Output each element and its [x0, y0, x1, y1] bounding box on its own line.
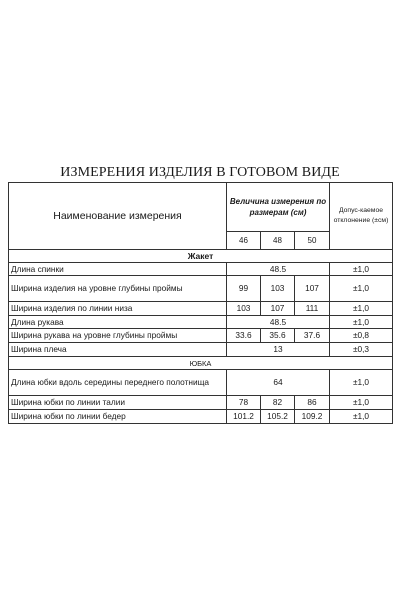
row-value: 48.5	[227, 316, 330, 329]
size-header-46: 46	[227, 232, 261, 250]
row-value-48: 35.6	[261, 329, 295, 343]
section-title-jacket: Жакет	[9, 250, 393, 263]
table-row	[9, 370, 393, 396]
table-row	[9, 410, 393, 424]
page-title: ИЗМЕРЕНИЯ ИЗДЕЛИЯ В ГОТОВОМ ВИДЕ	[60, 165, 340, 180]
row-name: Ширина изделия по линии низа	[9, 302, 227, 316]
row-tolerance: ±1,0	[330, 370, 393, 396]
row-tolerance: ±0,8	[330, 329, 393, 343]
row-tolerance: ±1,0	[330, 263, 393, 276]
row-name: Ширина юбки по линии бедер	[9, 410, 227, 424]
size-header-48: 48	[261, 232, 295, 250]
tolerance-column-header: Допус-каемое отклонение (±см)	[330, 183, 393, 250]
row-value-50: 109.2	[295, 410, 330, 424]
table-row	[9, 276, 393, 302]
value-column-header: Величина измерения по размерам (см)	[227, 183, 330, 232]
row-value: 13	[227, 343, 330, 357]
header-row	[9, 183, 393, 232]
row-value-48: 82	[261, 396, 295, 410]
section-row	[9, 357, 393, 370]
row-value-46: 33.6	[227, 329, 261, 343]
row-name: Ширина юбки по линии талии	[9, 396, 227, 410]
table-row	[9, 263, 393, 276]
row-tolerance: ±1,0	[330, 410, 393, 424]
row-value-50: 86	[295, 396, 330, 410]
table-row	[9, 329, 393, 343]
size-header-50: 50	[295, 232, 330, 250]
table-row	[9, 343, 393, 357]
row-value-46: 78	[227, 396, 261, 410]
row-tolerance: ±1,0	[330, 316, 393, 329]
table-row	[9, 396, 393, 410]
name-column-header: Наименование измерения	[9, 183, 227, 250]
row-tolerance: ±1,0	[330, 302, 393, 316]
row-value-48: 103	[261, 276, 295, 302]
row-tolerance: ±1,0	[330, 396, 393, 410]
row-tolerance: ±0,3	[330, 343, 393, 357]
table-row	[9, 302, 393, 316]
row-name: Ширина плеча	[9, 343, 227, 357]
row-value: 48.5	[227, 263, 330, 276]
row-value-50: 37.6	[295, 329, 330, 343]
measurements-table	[8, 182, 393, 424]
row-value-50: 111	[295, 302, 330, 316]
row-name: Длина рукава	[9, 316, 227, 329]
row-value: 64	[227, 370, 330, 396]
table-row	[9, 316, 393, 329]
row-tolerance: ±1,0	[330, 276, 393, 302]
row-name: Длина спинки	[9, 263, 227, 276]
row-value-48: 107	[261, 302, 295, 316]
row-value-46: 101.2	[227, 410, 261, 424]
row-name: Ширина изделия на уровне глубины проймы	[9, 276, 227, 302]
row-name: Ширина рукава на уровне глубины проймы	[9, 329, 227, 343]
section-row	[9, 250, 393, 263]
row-name: Длина юбки вдоль середины переднего полотнища	[9, 370, 227, 396]
section-title-skirt: ЮБКА	[9, 357, 393, 370]
row-value-48: 105.2	[261, 410, 295, 424]
row-value-46: 99	[227, 276, 261, 302]
row-value-46: 103	[227, 302, 261, 316]
row-value-50: 107	[295, 276, 330, 302]
